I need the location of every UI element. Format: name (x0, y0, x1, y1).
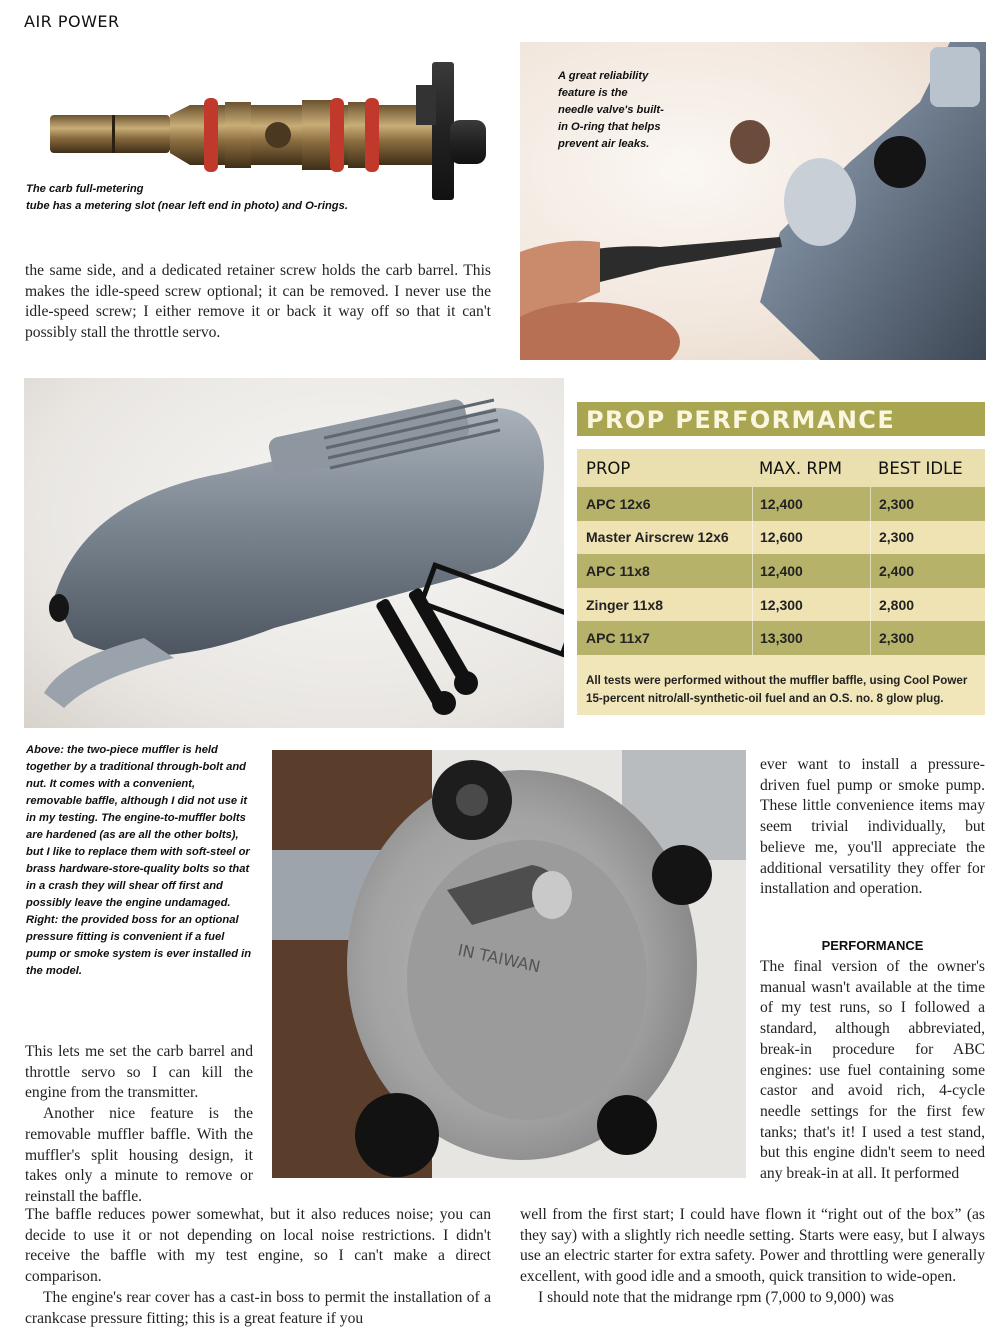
table-footnote: All tests were performed without the muffler baffle, using Cool Power 15-percent nitro/all-synthetic-oil fuel and an O.S. no. 8 glow plug. (586, 674, 968, 705)
section-title: AIR POWER (24, 12, 120, 31)
muffler-photo (24, 378, 564, 728)
paragraph: ever want to install a pressure-driven fuel pump or smoke pump. These little convenience items may seem trivial individually, but believe me, you'll appreciate the additional versatility they offer for installation and operation. (760, 756, 985, 898)
embossed-text: IN TAIWAN (456, 940, 543, 977)
cell-max-rpm: 12,400 (752, 554, 870, 588)
paragraph: I should note that the midrange rpm (7,000 to 9,000) was (538, 1288, 894, 1306)
cell-prop: APC 11x8 (586, 562, 650, 579)
column-header-max-rpm: MAX. RPM (759, 458, 842, 478)
cell-max-rpm: 12,600 (752, 521, 870, 555)
cell-prop: APC 12x6 (586, 495, 651, 512)
cell-prop: APC 11x7 (586, 630, 650, 647)
bottom-left-text (25, 1205, 491, 1329)
cell-best-idle: 2,300 (870, 487, 985, 521)
right-column-text (760, 755, 985, 900)
table-title: PROP PERFORMANCE (577, 402, 985, 436)
left-column-text (25, 1042, 253, 1208)
table-title-gap (577, 436, 985, 449)
table-body (577, 449, 985, 655)
cell-max-rpm: 12,400 (752, 487, 870, 521)
table-row (577, 521, 985, 555)
needle-valve-caption (558, 68, 708, 153)
table-row (577, 487, 985, 521)
top-paragraph (25, 261, 491, 344)
cell-prop: Master Airscrew 12x6 (586, 529, 729, 546)
column-header-prop: PROP (586, 458, 631, 478)
paragraph: the same side, and a dedicated retainer screw holds the carb barrel. This makes the idle-speed screw optional; it can be removed. I never use the idle-speed screw; I either remove it or back it way off so that it can't possibly stall the throttle servo. (25, 262, 491, 342)
table-row (577, 554, 985, 588)
table-row (577, 621, 985, 655)
paragraph: The engine's rear cover has a cast-in boss to permit the installation of a crankcase pressure fitting; this is a great feature if you (25, 1288, 491, 1327)
caption-line: tube has a metering slot (near left end in photo) and O-rings. (26, 200, 348, 212)
muffler-illustration (24, 378, 564, 728)
right-column-performance-text (760, 957, 985, 1185)
rear-cover-illustration (272, 750, 746, 1178)
carb-tube-illustration (40, 40, 500, 200)
rear-cover-photo (272, 750, 746, 1178)
column-header-best-idle: BEST IDLE (878, 458, 963, 478)
paragraph: Another nice feature is the removable muffler baffle. With the muffler's split housing design, it takes only a minute to remove or reinstall the baffle. (25, 1105, 253, 1205)
cell-best-idle: 2,400 (870, 554, 985, 588)
cell-best-idle: 2,300 (870, 621, 985, 655)
paragraph: This lets me set the carb barrel and throttle servo so I can kill the engine from the transmitter. (25, 1043, 253, 1102)
cell-prop: Zinger 11x8 (586, 596, 664, 613)
cell-best-idle: 2,800 (870, 588, 985, 622)
caption-line: needle valve's built- (558, 104, 664, 116)
paragraph: well from the first start; I could have flown it “right out of the box” (as they say) with a slightly rich needle setting. Starts were easy, but I always use an electric starter for extra safety. Power and throttling were generally excellent, with good idle and a smooth, quick transition to wide-open. (520, 1206, 985, 1286)
paragraph: The final version of the owner's manual wasn't available at the time of my test runs, so I followed a standard, although abbreviated, break-in procedure for ABC engines: use fuel containing some castor and avoid rich, 4-cycle needle settings for the first few tanks; that's it! I used a test stand, but this engine didn't seem to need any break-in at all. It performed (760, 958, 985, 1183)
caption-line: The carb full-metering (26, 183, 144, 195)
prop-performance-table (577, 402, 985, 715)
muffler-caption: Above: the two-piece muffler is held together by a traditional through-bolt and nut. It comes with a convenient, removable baffle, although I did not use it in my testing. The engine-to-muffler bolts are hardened (as are all the other bolts), but I like to replace them with soft-steel or brass hardware-store-quality bolts so that in a crash they will shear off first and possibly leave the engine undamaged. Right: the provided boss for an optional pressure fitting is convenient if a fuel pump or smoke system is ever installed in the model. (26, 744, 252, 977)
bottom-right-text (520, 1205, 985, 1309)
cell-max-rpm: 12,300 (752, 588, 870, 622)
carb-tube-caption (26, 181, 496, 215)
cell-best-idle: 2,300 (870, 521, 985, 555)
table-header-row (577, 449, 985, 487)
caption-line: feature is the (558, 87, 628, 99)
caption-line: in O-ring that helps (558, 121, 661, 133)
paragraph: The baffle reduces power somewhat, but it also reduces noise; you can decide to use it or not depending on local noise restrictions. I didn't receive the baffle with my test engine, so I can't make a direct comparison. (25, 1206, 491, 1286)
caption-line: A great reliability (558, 70, 649, 82)
caption-line: prevent air leaks. (558, 138, 650, 150)
performance-heading: PERFORMANCE (821, 938, 924, 953)
carb-tube-photo (40, 40, 500, 200)
cell-max-rpm: 13,300 (752, 621, 870, 655)
table-row (577, 588, 985, 622)
